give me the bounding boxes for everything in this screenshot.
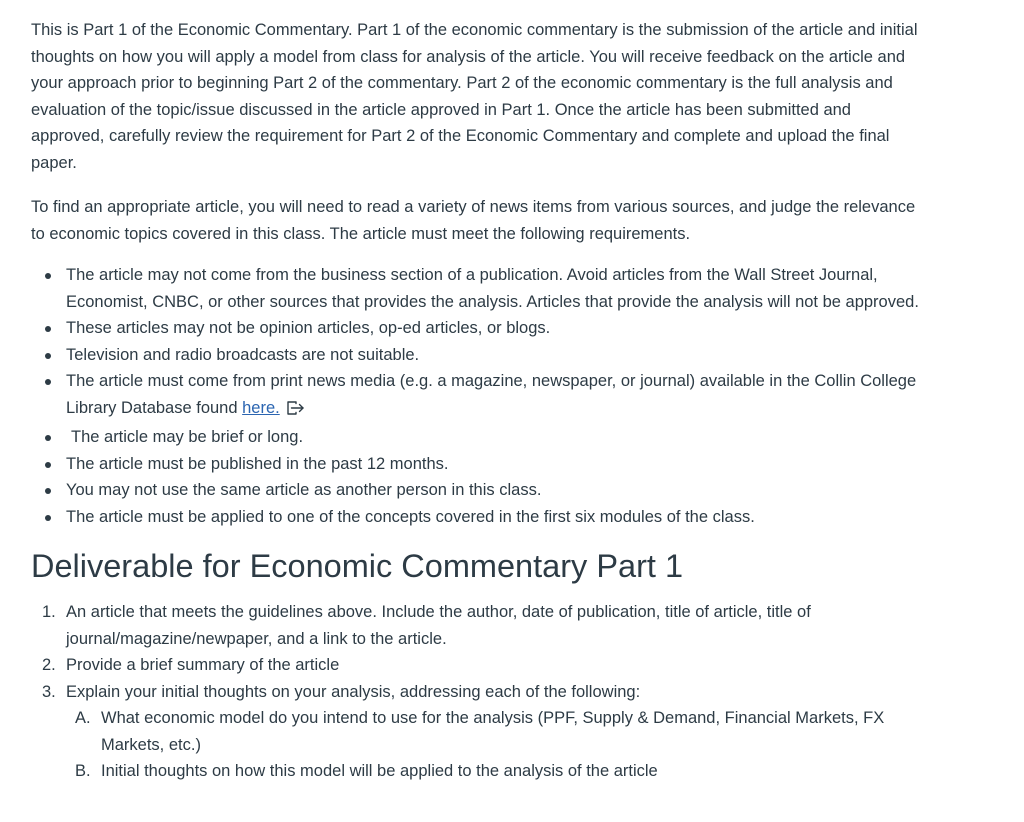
library-database-link[interactable]: here. [242, 398, 280, 417]
requirement-text: The article may not come from the business section of a publication. Avoid articles from the Wall Street Journal, Economist, CNBC, or other sources that provides the analysis. Articles that provide the analysis will not be approved. [66, 266, 919, 311]
sub-step-letter: A. [75, 709, 91, 727]
sub-step-letter: B. [75, 762, 91, 780]
list-item [75, 705, 921, 758]
requirement-text: These articles may not be opinion articles, op-ed articles, or blogs. [66, 319, 551, 337]
deliverable-heading: Deliverable for Economic Commentary Part 1 [31, 548, 684, 584]
page-content [31, 17, 921, 785]
intro-paragraph-2: To find an appropriate article, you will need to read a variety of news items from various sources, and judge the relevance to economic topics covered in this class. The article must meet the following requirements. [31, 198, 916, 243]
list-item [66, 424, 921, 451]
step-text: An article that meets the guidelines above. Include the author, date of publication, title of article, title of journal/magazine/newpaper, and a link to the article. [66, 603, 811, 648]
requirement-text: The article must be published in the past 12 months. [66, 454, 449, 473]
intro-paragraph-1: This is Part 1 of the Economic Commentary. Part 1 of the economic commentary is the submission of the article and initial thoughts on how you will apply a model from class for analysis of the article. You will receive feedback on the article and your approach prior to beginning Part 2 of the commentary. Part 2 of the economic commentary is the full analysis and evaluation of the topic/issue discussed in the article approved in Part 1. Once the article has been submitted and approved, carefully review the requirement for Part 2 of the Economic Commentary and complete and upload the final paper. [31, 21, 918, 172]
sub-step-text: Initial thoughts on how this model will be applied to the analysis of the article [101, 762, 658, 780]
step-text: Explain your initial thoughts on your analysis, addressing each of the following: [66, 682, 641, 701]
requirements-list [31, 262, 921, 530]
list-item [66, 451, 921, 478]
list-item [42, 652, 921, 679]
list-item [42, 679, 921, 785]
list-item [66, 315, 921, 342]
deliverable-steps [31, 599, 921, 785]
list-item [66, 262, 921, 315]
list-item [66, 477, 921, 504]
sub-steps [66, 705, 921, 785]
sub-step-text: What economic model do you intend to use for the analysis (PPF, Supply & Demand, Financial Markets, FX Markets, etc.) [101, 709, 885, 754]
external-link-icon[interactable] [286, 398, 306, 425]
step-number: 1. [42, 603, 56, 621]
list-item [66, 368, 921, 424]
list-item [42, 599, 921, 652]
step-number: 3. [42, 682, 56, 701]
requirement-text: You may not use the same article as another person in this class. [66, 481, 542, 499]
requirement-text: The article must come from print news media (e.g. a magazine, newspaper, or journal) available in the Collin College Library Database found [66, 372, 917, 417]
list-item [66, 342, 921, 369]
requirement-text: The article may be brief or long. [71, 428, 304, 446]
requirement-text: Television and radio broadcasts are not suitable. [66, 345, 420, 364]
requirement-text: The article must be applied to one of the concepts covered in the first six modules of the class. [66, 507, 755, 526]
list-item [66, 504, 921, 531]
step-number: 2. [42, 656, 56, 674]
step-text: Provide a brief summary of the article [66, 656, 340, 674]
list-item [75, 758, 921, 785]
